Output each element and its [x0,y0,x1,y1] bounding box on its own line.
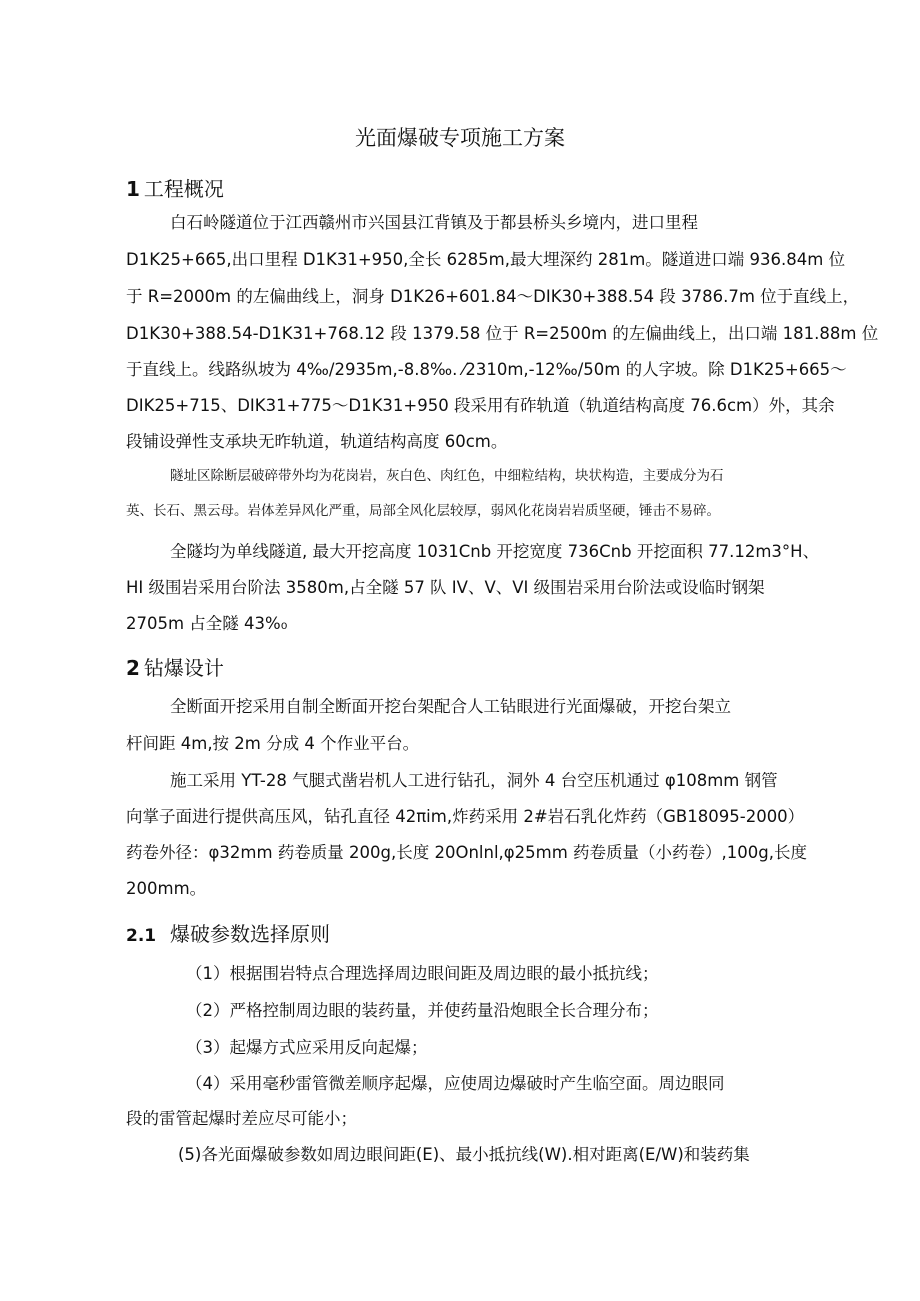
paragraph-line: D1K25+665,出口里程 D1K31+950,全长 6285m,最大埋深约 281m。隧道进口端 936.84m 位 [126,250,846,269]
list-item: （3）起爆方式应采用反向起爆； [186,1038,428,1057]
section-title: 钻爆设计 [143,656,224,680]
section-1-heading [126,173,224,202]
section-2-heading [126,652,224,681]
list-item: （1）根据围岩特点合理选择周边眼间距及周边眼的最小抵抗线； [186,964,659,983]
paragraph-line: 药卷外径：φ32mm 药卷质量 200g,长度 20Onlnl,φ25mm 药卷质量（小药卷）,100g,长度 [126,843,808,862]
paragraph-line: 于直线上。线路纵坡为 4‰/2935m,-8.8‰. ⁄2310m,-12‰/50m 的人字坡。除 D1K25+665～ [126,360,847,379]
paragraph-line: 白石岭隧道位于江西赣州市兴国县江背镇及于都县桥头乡境内，进口里程 [170,213,698,232]
paragraph-line: 隧址区除断层破碎带外均为花岗岩，灰白色、肉红色，中细粒结构，块状构造，主要成分为石 [170,468,724,484]
paragraph-line: 施工采用 YT-28 气腿式凿岩机人工进行钻孔，洞外 4 台空压机通过 φ108mm 钢管 [170,771,778,790]
paragraph-line: 英、长石、黑云母。岩体差异风化严重，局部全风化层较厚，弱风化花岗岩岩质坚硬，锤击不易碎。 [126,503,720,519]
paragraph-line: D1K30+388.54-D1K31+768.12 段 1379.58 位于 R=2500m 的左偏曲线上，出口端 181.88m 位 [126,324,879,343]
paragraph-line: DIK25+715、DIK31+775～D1K31+950 段采用有砟轨道（轨道结构高度 76.6cm）外，其余 [126,396,835,415]
paragraph-line: 2705m 占全隧 43%₀ [126,614,288,633]
section-number: 2 [126,656,140,680]
document-title: 光面爆破专项施工方案 [355,126,565,150]
subsection-number: 2.1 [126,926,157,946]
paragraph-line: HI 级围岩采用台阶法 3580m,占全隧 57 队 IV、V、VI 级围岩采用台阶法或设临时钢架 [126,578,765,597]
paragraph-line: 200mm。 [126,879,207,898]
paragraph-line: 全断面开挖采用自制全断面开挖台架配合人工钻眼进行光面爆破，开挖台架立 [170,697,731,716]
subsection-2-1-heading [126,918,330,947]
paragraph-line: 杆间距 4m,按 2m 分成 4 个作业平台。 [126,734,420,753]
paragraph-line: 段铺设弹性支承块无昨轨道，轨道结构高度 60cm。 [126,432,508,451]
list-item: （4）采用毫秒雷管微差顺序起爆，应使周边爆破时产生临空面。周边眼同 [186,1074,725,1093]
section-number: 1 [126,177,140,201]
subsection-title: 爆破参数选择原则 [170,922,330,946]
list-item: （2）严格控制周边眼的装药量，并使药量沿炮眼全长合理分布； [186,1001,659,1020]
paragraph-line: 于 R=2000m 的左偏曲线上，洞身 D1K26+601.84～DIK30+388.54 段 3786.7m 位于直线上， [126,287,860,306]
section-title: 工程概况 [143,177,224,201]
paragraph-line: 全隧均为单线隧道, 最大开挖高度 1031Cnb 开挖宽度 736Cnb 开挖面积 77.12m3°H、 [170,542,820,561]
list-item: (5)各光面爆破参数如周边眼间距(E)、最小抵抗线(W).相对距离(E/W)和装药集 [178,1145,750,1164]
list-item-continuation: 段的雷管起爆时差应尽可能小； [126,1109,357,1128]
paragraph-line: 向掌子面进行提供高压风，钻孔直径 42πim,炸药采用 2#岩石乳化炸药（GB18095-2000） [126,807,805,826]
